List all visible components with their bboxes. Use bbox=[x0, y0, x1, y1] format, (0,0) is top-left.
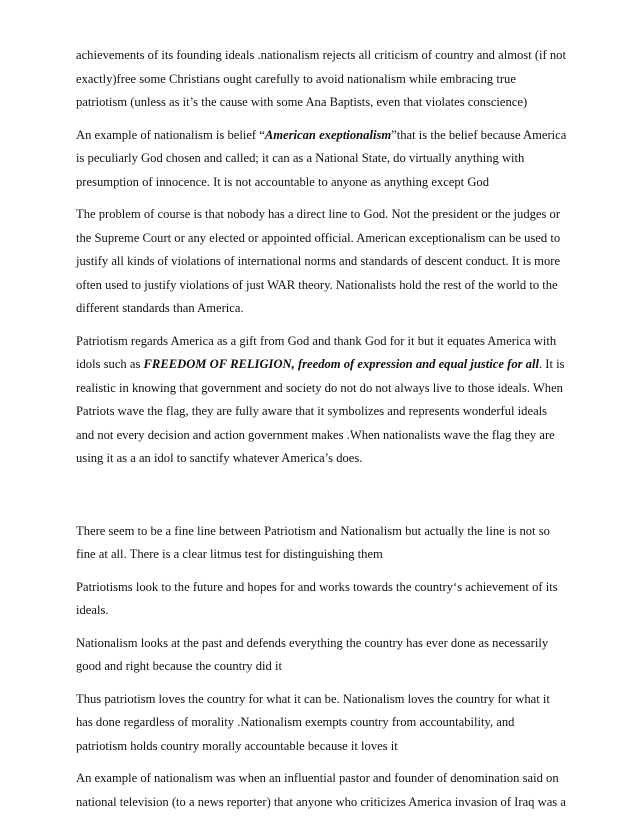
text-line: presumption of innocence. It is not accountable to anyone as anything except God bbox=[76, 174, 490, 189]
text-line: patriotism holds country morally accountable because it loves it bbox=[76, 738, 398, 753]
paragraph-nationalism-past bbox=[76, 632, 566, 679]
text-run: idols such as bbox=[76, 357, 144, 371]
text-line: Nationalism looks at the past and defends everything the country has ever done as necessarily bbox=[76, 635, 549, 650]
paragraph-american-exceptionalism bbox=[76, 124, 566, 195]
paragraph-fine-line bbox=[76, 520, 566, 567]
text-run: ”that is the belief because America bbox=[391, 127, 567, 142]
text-line: An example of nationalism was when an influential pastor and founder of denomination said on bbox=[76, 771, 559, 785]
text-line: justify all kinds of violations of international norms and standards of descent conduct. It is more bbox=[76, 254, 561, 268]
text-line: fine at all. There is a clear litmus test for distinguishing them bbox=[76, 547, 383, 561]
paragraph-direct-line-to-god bbox=[76, 203, 566, 321]
text-line: Patriotism regards America as a gift from God and thank God for it but it equates America with bbox=[76, 333, 557, 348]
text-line: national television (to a news reporter) that anyone who criticizes America invasion of Iraq was a bbox=[76, 794, 566, 809]
text-line: Patriots wave the flag, they are fully aware that it symbolizes and represents wonderful ideals bbox=[76, 404, 548, 418]
text-line: is peculiarly God chosen and called; it can as a National State, do virtually anything with bbox=[76, 151, 525, 165]
text-line: using it as a an idol to sanctify whatever America’s does. bbox=[76, 451, 363, 465]
text-run: . It is bbox=[538, 357, 565, 371]
paragraph-founding-ideals bbox=[76, 44, 566, 115]
paragraph-pastor-example bbox=[76, 767, 566, 814]
document-page bbox=[76, 44, 566, 823]
text-line: patriotism (unless as it’s the cause with some Ana Baptists, even that violates conscience) bbox=[76, 95, 528, 109]
text-line: good and right because the country did it bbox=[76, 659, 282, 673]
text-line: and not every decision and action government makes .When nationalists wave the flag they are bbox=[76, 427, 555, 442]
text-line: different standards than America. bbox=[76, 301, 244, 315]
text-run: An example of nationalism is belief “ bbox=[76, 127, 265, 142]
paragraph-loves-country bbox=[76, 688, 566, 759]
text-line: realistic in knowing that government and society do not do not always live to those ideals. When bbox=[76, 380, 563, 395]
text-line: There seem to be a fine line between Patriotism and Nationalism but actually the line is not so bbox=[76, 523, 550, 538]
emphasized-term: American exeptionalism bbox=[264, 127, 392, 142]
emphasized-phrase: FREEDOM OF RELIGION, freedom of expression and equal justice for all bbox=[143, 357, 539, 371]
text-line: achievements of its founding ideals .nationalism rejects all criticism of country and almost (if not bbox=[76, 48, 566, 62]
paragraph-patriotism-gift bbox=[76, 330, 566, 471]
text-line: Patriotisms look to the future and hopes for and works towards the country‘s achievement of its bbox=[76, 579, 558, 594]
paragraph-spacer bbox=[76, 480, 566, 520]
text-line: has done regardless of morality .Nationalism exempts country from accountability, and bbox=[76, 715, 515, 729]
text-line bbox=[76, 124, 566, 148]
text-line: ideals. bbox=[76, 603, 109, 617]
text-line: The problem of course is that nobody has a direct line to God. Not the president or the judges or bbox=[76, 207, 561, 221]
paragraph-patriotism-future bbox=[76, 576, 566, 623]
text-line: Thus patriotism loves the country for what it can be. Nationalism loves the country for what it bbox=[76, 691, 550, 706]
text-line: often used to justify violations of just WAR theory. Nationalists hold the rest of the world to the bbox=[76, 277, 558, 292]
text-line: the Supreme Court or any elected or appointed official. American exceptionalism can be used to bbox=[76, 230, 561, 245]
text-line: exactly)free some Christians ought carefully to avoid nationalism while embracing true bbox=[76, 71, 516, 86]
text-line bbox=[76, 353, 566, 377]
